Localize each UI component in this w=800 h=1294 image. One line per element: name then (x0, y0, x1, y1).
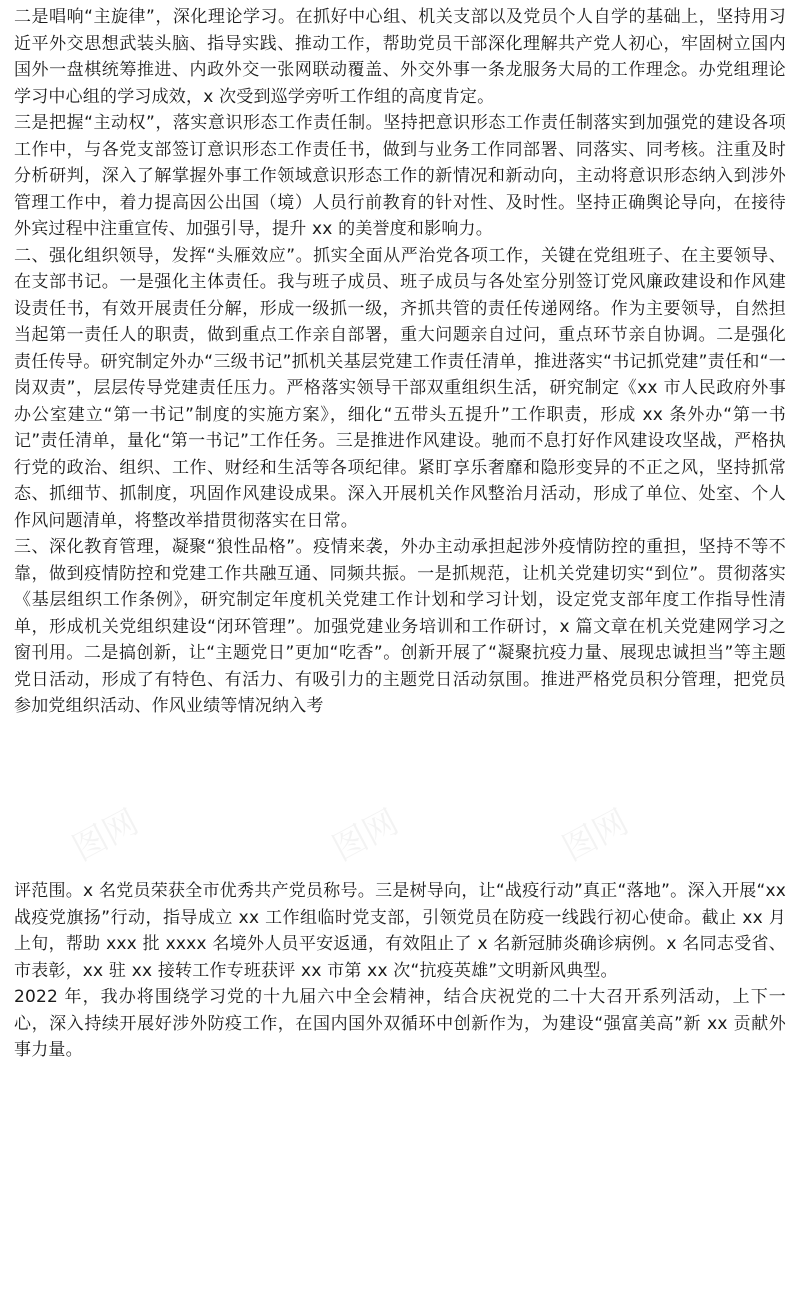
paragraph-2022-outlook: 2022 年，我办将围绕学习党的十九届六中全会精神，结合庆祝党的二十大召开系列活动，上下一心，深入持续开展好涉外防疫工作，在国内国外双循环中创新作为，为建设“强富美高”新 xx 贡献外事力量。 (14, 987, 786, 1060)
document-section-lower (14, 878, 786, 1064)
watermark-text (62, 795, 145, 870)
watermark-text (322, 795, 405, 870)
paragraph-education-management: 三、深化教育管理，凝聚“狼性品格”。疫情来袭，外办主动承担起涉外疫情防控的重担，坚持不等不靠，做到疫情防控和党建工作共融互通、同频共振。一是抓规范，让机关党建切实“到位”。贯彻落实《基层组织工作条例》，研究制定年度机关党建工作计划和学习计划，设定党支部年度工作指导性清单，形成机关党组织建设“闭环管理”。加强党建业务培训和工作研讨，x 篇文章在机关党建网学习之窗刊用。二是搞创新，让“主题党日”更加“吃香”。创新开展了“凝聚抗疫力量、展现忠诚担当”等主题党日活动，形成了有特色、有活力、有吸引力的主题党日活动氛围。推进严格党员积分管理，把党员参加党组织活动、作风业绩等情况纳入考 (14, 537, 786, 716)
paragraph-ideology-responsibility: 三是把握“主动权”，落实意识形态工作责任制。坚持把意识形态工作责任制落实到加强党的建设各项工作中，与各党支部签订意识形态工作责任书，做到与业务工作同部署、同落实、同考核。注重及时分析研判，深入了解掌握外事工作领域意识形态工作的新情况和新动向，主动将意识形态纳入到涉外管理工作中，着力提高因公出国（境）人员行前教育的针对性、及时性。坚持正确舆论导向，在接待外宾过程中注重宣传、加强引导，提升 xx 的美誉度和影响力。 (14, 113, 786, 239)
watermark-text (552, 795, 635, 870)
paragraph-theory-study: 二是唱响“主旋律”，深化理论学习。在抓好中心组、机关支部以及党员个人自学的基础上，坚持用习近平外交思想武装头脑、指导实践、推动工作，帮助党员干部深化理解共产党人初心，牢固树立国内国外一盘棋统筹推进、内政外交一张网联动覆盖、外交外事一条龙服务大局的工作理念。办党组理论学习中心组的学习成效，x 次受到巡学旁听工作组的高度肯定。 (14, 7, 786, 107)
paragraph-organizational-leadership: 二、强化组织领导，发挥“头雁效应”。抓实全面从严治党各项工作，关键在党组班子、在主要领导、在支部书记。一是强化主体责任。我与班子成员、班子成员与各处室分别签订党风廉政建设和作风建设责任书，有效开展责任分解，形成一级抓一级，齐抓共管的责任传递网络。作为主要领导，自然担当起第一责任人的职责，做到重点工作亲自部署，重大问题亲自过问，重点环节亲自协调。二是强化责任传导。研究制定外办“三级书记”抓机关基层党建工作责任清单，推进落实“书记抓党建”责任和“一岗双责”，层层传导党建责任压力。严格落实领导干部双重组织生活，研究制定《xx 市人民政府外事办公室建立“第一书记”制度的实施方案》，细化“五带头五提升”工作职责，形成 xx 条外办“第一书记”责任清单，量化“第一书记”工作任务。三是推进作风建设。驰而不息打好作风建设攻坚战，严格执行党的政治、组织、工作、财经和生活等各项纪律。紧盯享乐奢靡和隐形变异的不正之风，坚持抓常态、抓细节、抓制度，巩固作风建设成果。深入开展机关作风整治月活动，形成了单位、处室、个人作风问题清单，将整改举措贯彻落实在日常。 (14, 245, 786, 531)
paragraph-evaluation-continued: 评范围。x 名党员荣获全市优秀共产党员称号。三是树导向，让“战疫行动”真正“落地”。深入开展“xx 战疫党旗扬”行动，指导成立 xx 工作组临时党支部，引领党员在防疫一线践行初心使命。截止 xx 月上旬，帮助 xxx 批 xxxx 名境外人员平安返通，有效阻止了 x 名新冠肺炎确诊病例。x 名同志受省、市表彰，xx 驻 xx 接转工作专班获评 xx 市第 xx 次“抗疫英雄”文明新风典型。 (14, 881, 786, 981)
document-section-upper (14, 4, 786, 720)
